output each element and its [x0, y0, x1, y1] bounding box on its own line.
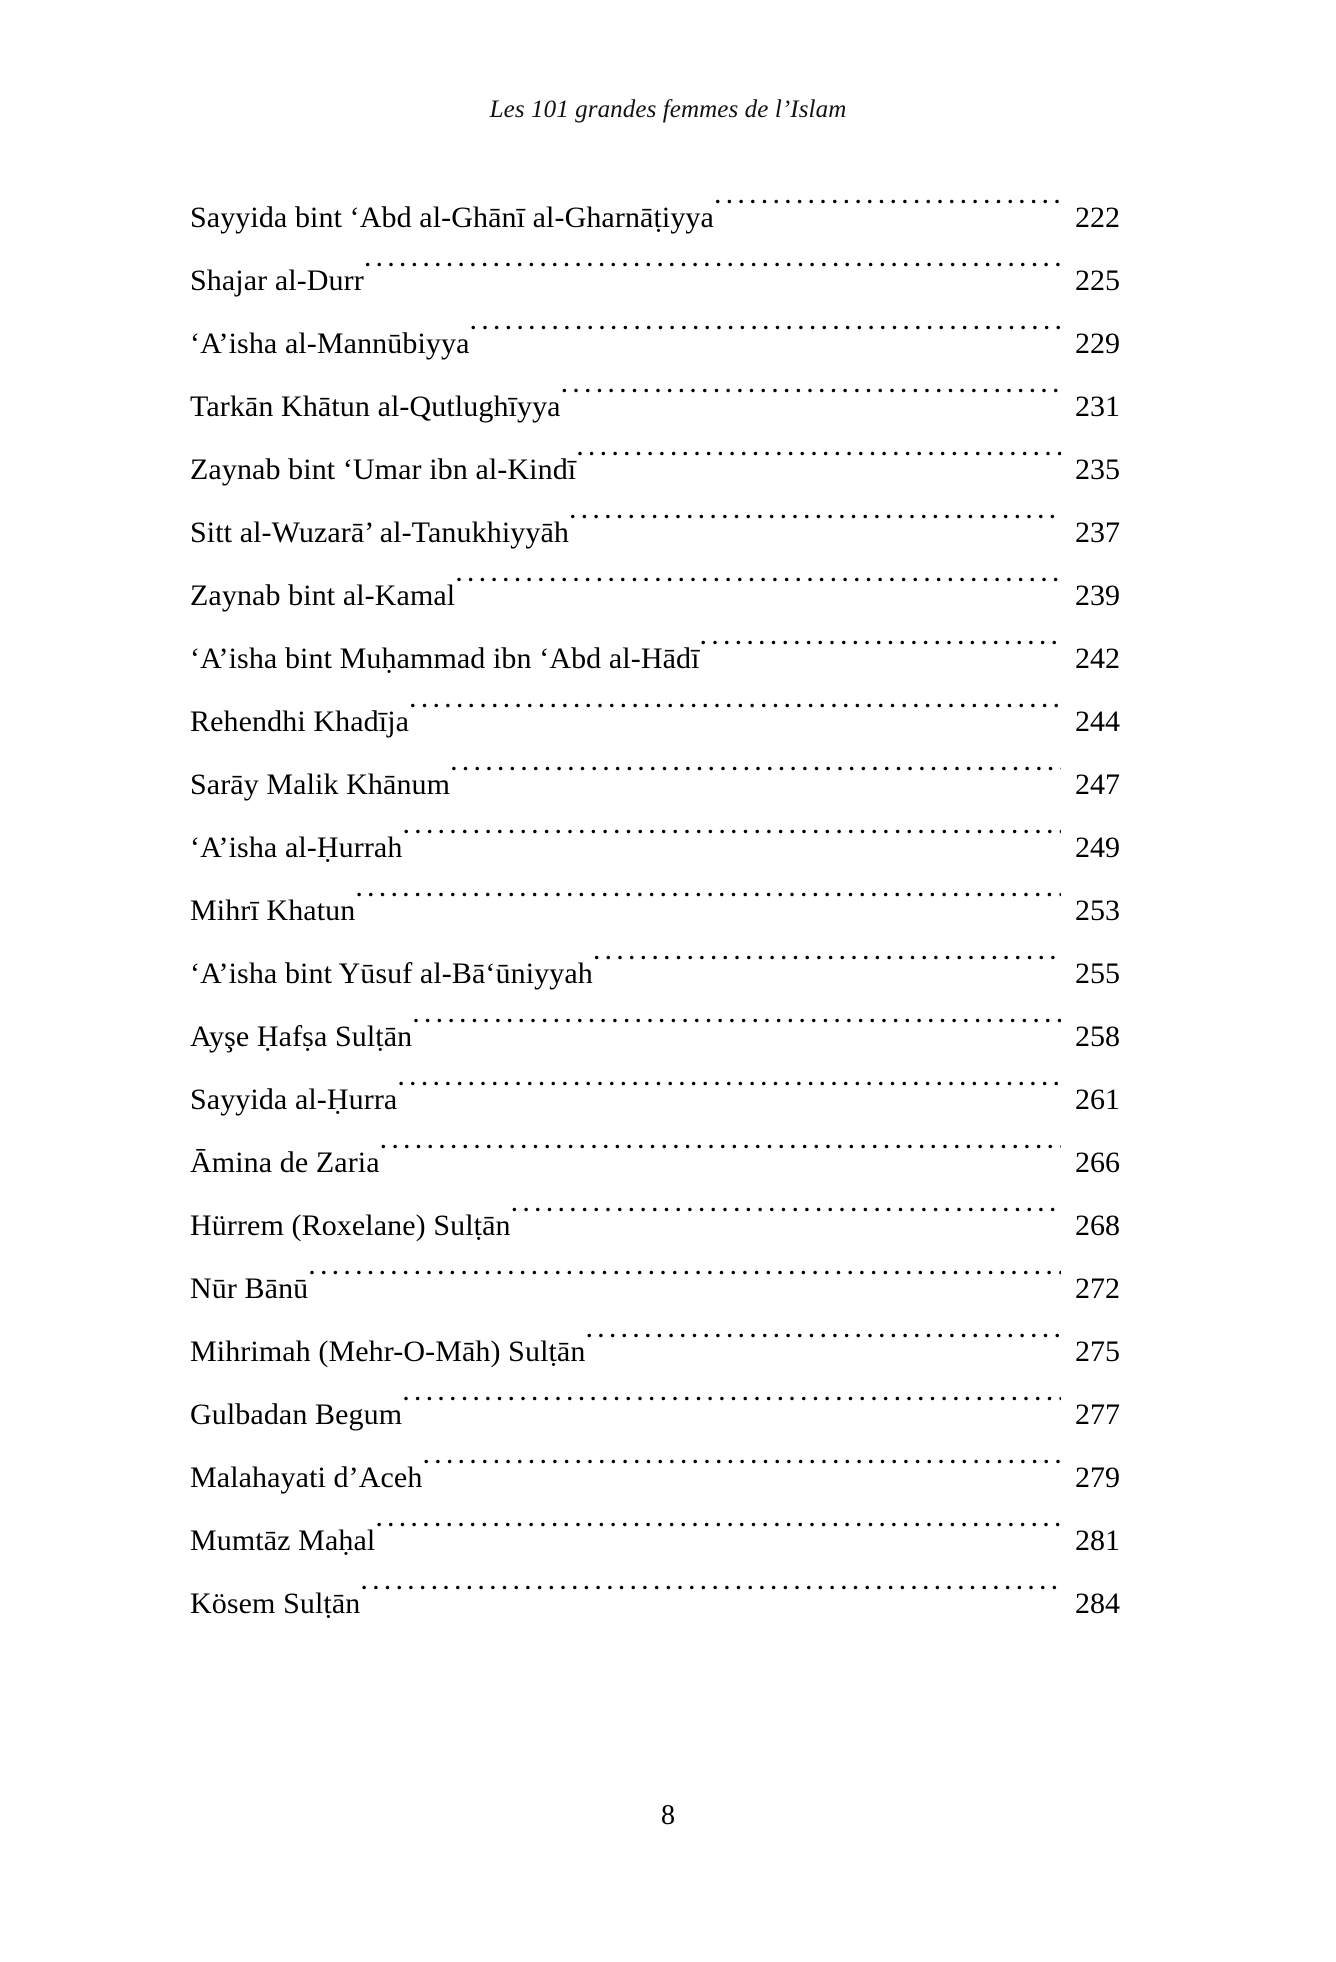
toc-entry-page-number: 249 [1075, 831, 1120, 864]
toc-entry[interactable] [190, 1068, 1120, 1131]
toc-entry[interactable] [190, 312, 1120, 375]
toc-entry[interactable] [190, 1509, 1120, 1572]
toc-leader-dots [511, 1205, 1061, 1235]
toc-entry-title: Mihrimah (Mehr-O-Māh) Sulṭān [190, 1335, 586, 1368]
toc-entry-title: Malahayati d’Aceh [190, 1461, 423, 1494]
toc-entry-title: Zaynab bint ‘Umar ibn al-Kindī [190, 453, 577, 486]
toc-leader-dots [576, 449, 1061, 479]
toc-entry-title: Kösem Sulṭān [190, 1587, 361, 1620]
toc-entry-title: ‘A’isha al-Ḥurrah [190, 831, 403, 864]
toc-entry-page-number: 244 [1075, 705, 1120, 738]
toc-entry[interactable] [190, 1572, 1120, 1635]
toc-leader-dots [375, 1520, 1061, 1550]
toc-entry[interactable] [190, 879, 1120, 942]
toc-leader-dots [561, 386, 1061, 416]
toc-leader-dots [569, 512, 1061, 542]
toc-entry-page-number: 258 [1075, 1020, 1120, 1053]
toc-entry-page-number: 225 [1075, 264, 1120, 297]
toc-entry-title: Mumtāz Maḥal [190, 1524, 376, 1557]
toc-entry-title: Āmina de Zaria [190, 1146, 380, 1179]
toc-entry-page-number: 235 [1075, 453, 1120, 486]
toc-entry[interactable] [190, 1446, 1120, 1509]
toc-entry-title: ‘A’isha bint Muḥammad ibn ‘Abd al-Hādī [190, 642, 700, 675]
toc-leader-dots [402, 1394, 1061, 1424]
toc-entry-title: Sayyida bint ‘Abd al-Ghānī al-Gharnāṭiyya [190, 201, 714, 234]
toc-leader-dots [714, 197, 1061, 227]
toc-entry-title: Nūr Bānū [190, 1272, 309, 1305]
toc-entry[interactable] [190, 1005, 1120, 1068]
toc-leader-dots [397, 1079, 1061, 1109]
toc-entry[interactable] [190, 501, 1120, 564]
toc-leader-dots [412, 1016, 1061, 1046]
toc-entry-title: Sitt al-Wuzarā’ al-Tanukhiyyāh [190, 516, 569, 549]
toc-entry-title: Gulbadan Begum [190, 1398, 403, 1431]
toc-leader-dots [455, 575, 1061, 605]
toc-entry[interactable] [190, 564, 1120, 627]
toc-entry-page-number: 255 [1075, 957, 1120, 990]
toc-leader-dots [355, 890, 1061, 920]
toc-leader-dots [593, 953, 1061, 983]
toc-entry-page-number: 237 [1075, 516, 1120, 549]
toc-entry[interactable] [190, 816, 1120, 879]
toc-entry[interactable] [190, 186, 1120, 249]
toc-entry-page-number: 284 [1075, 1587, 1120, 1620]
toc-leader-dots [422, 1457, 1061, 1487]
toc-entry-title: ‘A’isha bint Yūsuf al-Bā‘ūniyyah [190, 957, 593, 990]
toc-entry-title: Zaynab bint al-Kamal [190, 579, 456, 612]
toc-entry-page-number: 279 [1075, 1461, 1120, 1494]
toc-leader-dots [450, 764, 1061, 794]
toc-leader-dots [700, 638, 1061, 668]
toc-entry[interactable] [190, 753, 1120, 816]
toc-entry-title: Hürrem (Roxelane) Sulṭān [190, 1209, 511, 1242]
toc-entry[interactable] [190, 249, 1120, 312]
toc-entry-page-number: 253 [1075, 894, 1120, 927]
toc-entry-title: Shajar al-Durr [190, 264, 364, 297]
toc-entry[interactable] [190, 1194, 1120, 1257]
toc-entry-title: Sayyida al-Ḥurra [190, 1083, 398, 1116]
toc-leader-dots [308, 1268, 1061, 1298]
toc-entry-page-number: 231 [1075, 390, 1120, 423]
toc-leader-dots [585, 1331, 1061, 1361]
toc-entry[interactable] [190, 438, 1120, 501]
toc-entry[interactable] [190, 942, 1120, 1005]
toc-entry-page-number: 266 [1075, 1146, 1120, 1179]
toc-leader-dots [402, 827, 1061, 857]
toc-entry[interactable] [190, 690, 1120, 753]
toc-entry-title: ‘A’isha al-Mannūbiyya [190, 327, 470, 360]
toc-entry-page-number: 242 [1075, 642, 1120, 675]
table-of-contents [190, 186, 1120, 1635]
toc-entry-title: Ayşe Ḥafṣa Sulṭān [190, 1020, 413, 1053]
toc-entry[interactable] [190, 375, 1120, 438]
toc-entry-page-number: 222 [1075, 201, 1120, 234]
toc-leader-dots [380, 1142, 1061, 1172]
toc-entry-page-number: 239 [1075, 579, 1120, 612]
running-head: Les 101 grandes femmes de l’Islam [489, 96, 847, 123]
toc-entry-page-number: 275 [1075, 1335, 1120, 1368]
toc-entry[interactable] [190, 627, 1120, 690]
toc-leader-dots [360, 1583, 1061, 1613]
toc-entry-page-number: 261 [1075, 1083, 1120, 1116]
toc-entry[interactable] [190, 1257, 1120, 1320]
toc-entry-title: Sarāy Malik Khānum [190, 768, 451, 801]
toc-entry[interactable] [190, 1383, 1120, 1446]
toc-entry-page-number: 272 [1075, 1272, 1120, 1305]
page-number-folio: 8 [661, 1800, 675, 1831]
toc-entry[interactable] [190, 1131, 1120, 1194]
toc-leader-dots [470, 323, 1061, 353]
toc-leader-dots [364, 260, 1061, 290]
toc-entry-page-number: 247 [1075, 768, 1120, 801]
toc-entry[interactable] [190, 1320, 1120, 1383]
toc-entry-page-number: 277 [1075, 1398, 1120, 1431]
toc-entry-page-number: 229 [1075, 327, 1120, 360]
toc-entry-title: Mihrī Khatun [190, 894, 356, 927]
toc-entry-page-number: 281 [1075, 1524, 1120, 1557]
toc-entry-page-number: 268 [1075, 1209, 1120, 1242]
toc-entry-title: Tarkān Khātun al-Qutlughīyya [190, 390, 561, 423]
toc-entry-title: Rehendhi Khadīja [190, 705, 410, 738]
toc-leader-dots [409, 701, 1061, 731]
